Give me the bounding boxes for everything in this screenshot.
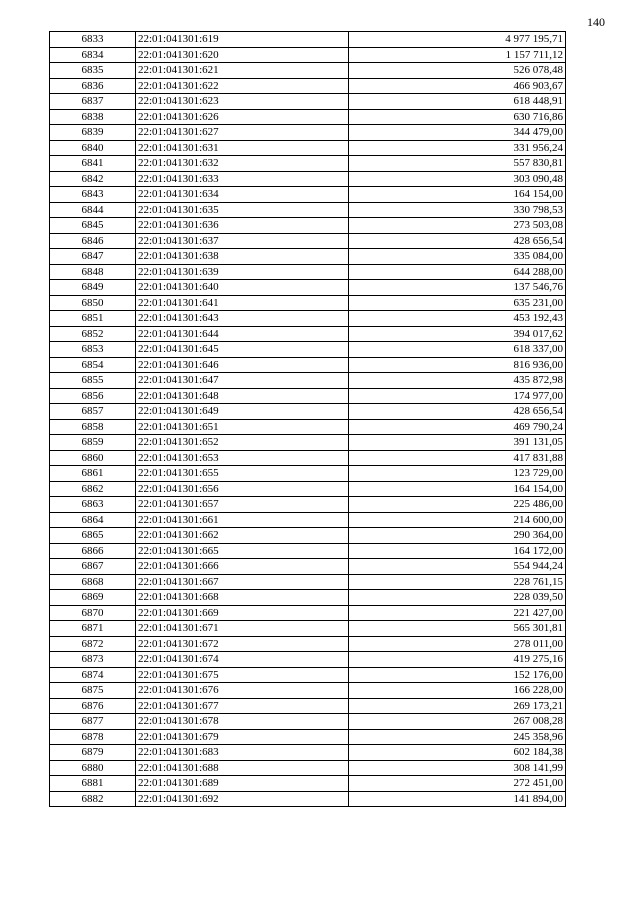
cadastral-number-cell: 22:01:041301:627	[136, 125, 349, 141]
cadastral-number-cell: 22:01:041301:640	[136, 280, 349, 296]
cadastral-value-cell: 453 192,43	[349, 311, 566, 327]
row-number-cell: 6871	[50, 621, 136, 637]
table-row	[50, 32, 566, 48]
cadastral-value-cell: 4 977 195,71	[349, 32, 566, 48]
row-number-cell: 6870	[50, 605, 136, 621]
cadastral-value-cell: 214 600,00	[349, 512, 566, 528]
cadastral-number-cell: 22:01:041301:679	[136, 729, 349, 745]
cadastral-number-cell: 22:01:041301:622	[136, 78, 349, 94]
row-number-cell: 6859	[50, 435, 136, 451]
cadastral-number-cell: 22:01:041301:645	[136, 342, 349, 358]
cadastral-number-cell: 22:01:041301:667	[136, 574, 349, 590]
row-number-cell: 6855	[50, 373, 136, 389]
cadastral-value-cell: 278 011,00	[349, 636, 566, 652]
cadastral-value-cell: 630 716,86	[349, 109, 566, 125]
cadastral-number-cell: 22:01:041301:662	[136, 528, 349, 544]
table-row	[50, 187, 566, 203]
cadastral-number-cell: 22:01:041301:648	[136, 388, 349, 404]
cadastral-value-cell: 417 831,88	[349, 450, 566, 466]
table-row	[50, 559, 566, 575]
cadastral-value-cell: 469 790,24	[349, 419, 566, 435]
row-number-cell: 6873	[50, 652, 136, 668]
row-number-cell: 6863	[50, 497, 136, 513]
cadastral-value-cell: 164 154,00	[349, 481, 566, 497]
table-row	[50, 590, 566, 606]
cadastral-number-cell: 22:01:041301:649	[136, 404, 349, 420]
row-number-cell: 6862	[50, 481, 136, 497]
cadastral-number-cell: 22:01:041301:653	[136, 450, 349, 466]
cadastral-number-cell: 22:01:041301:635	[136, 202, 349, 218]
cadastral-value-cell: 245 358,96	[349, 729, 566, 745]
cadastral-value-cell: 228 039,50	[349, 590, 566, 606]
row-number-cell: 6836	[50, 78, 136, 94]
cadastral-number-cell: 22:01:041301:671	[136, 621, 349, 637]
cadastral-number-cell: 22:01:041301:631	[136, 140, 349, 156]
cadastral-value-cell: 166 228,00	[349, 683, 566, 699]
cadastral-value-cell: 635 231,00	[349, 295, 566, 311]
cadastral-value-cell: 1 157 711,12	[349, 47, 566, 63]
cadastral-number-cell: 22:01:041301:638	[136, 249, 349, 265]
cadastral-number-cell: 22:01:041301:644	[136, 326, 349, 342]
row-number-cell: 6846	[50, 233, 136, 249]
table-row	[50, 481, 566, 497]
cadastral-value-cell: 141 894,00	[349, 791, 566, 807]
cadastral-value-cell: 221 427,00	[349, 605, 566, 621]
table-row	[50, 512, 566, 528]
table-row	[50, 280, 566, 296]
table-row	[50, 140, 566, 156]
cadastral-number-cell: 22:01:041301:637	[136, 233, 349, 249]
table-row	[50, 543, 566, 559]
table-row	[50, 791, 566, 807]
cadastral-value-cell: 644 288,00	[349, 264, 566, 280]
row-number-cell: 6857	[50, 404, 136, 420]
row-number-cell: 6872	[50, 636, 136, 652]
cadastral-number-cell: 22:01:041301:633	[136, 171, 349, 187]
row-number-cell: 6849	[50, 280, 136, 296]
cadastral-number-cell: 22:01:041301:619	[136, 32, 349, 48]
cadastral-value-cell: 816 936,00	[349, 357, 566, 373]
cadastral-value-cell: 123 729,00	[349, 466, 566, 482]
table-row	[50, 667, 566, 683]
cadastral-value-cell: 137 546,76	[349, 280, 566, 296]
table-row	[50, 419, 566, 435]
table-row	[50, 249, 566, 265]
cadastral-value-cell: 419 275,16	[349, 652, 566, 668]
cadastral-number-cell: 22:01:041301:652	[136, 435, 349, 451]
cadastral-value-cell: 557 830,81	[349, 156, 566, 172]
cadastral-value-cell: 618 337,00	[349, 342, 566, 358]
table-row	[50, 621, 566, 637]
table-row	[50, 373, 566, 389]
table-row	[50, 574, 566, 590]
cadastral-number-cell: 22:01:041301:643	[136, 311, 349, 327]
row-number-cell: 6880	[50, 760, 136, 776]
table-row	[50, 450, 566, 466]
row-number-cell: 6834	[50, 47, 136, 63]
cadastral-number-cell: 22:01:041301:676	[136, 683, 349, 699]
cadastral-number-cell: 22:01:041301:683	[136, 745, 349, 761]
row-number-cell: 6837	[50, 94, 136, 110]
cadastral-number-cell: 22:01:041301:669	[136, 605, 349, 621]
table-row	[50, 357, 566, 373]
cadastral-value-cell: 602 184,38	[349, 745, 566, 761]
cadastral-number-cell: 22:01:041301:668	[136, 590, 349, 606]
row-number-cell: 6856	[50, 388, 136, 404]
row-number-cell: 6835	[50, 63, 136, 79]
row-number-cell: 6840	[50, 140, 136, 156]
row-number-cell: 6850	[50, 295, 136, 311]
cadastral-number-cell: 22:01:041301:656	[136, 481, 349, 497]
table-row	[50, 528, 566, 544]
table-row	[50, 47, 566, 63]
row-number-cell: 6874	[50, 667, 136, 683]
cadastral-number-cell: 22:01:041301:639	[136, 264, 349, 280]
cadastral-value-table	[49, 31, 566, 807]
cadastral-value-cell: 565 301,81	[349, 621, 566, 637]
cadastral-number-cell: 22:01:041301:666	[136, 559, 349, 575]
cadastral-value-cell: 164 172,00	[349, 543, 566, 559]
cadastral-number-cell: 22:01:041301:655	[136, 466, 349, 482]
cadastral-value-cell: 435 872,98	[349, 373, 566, 389]
table-row	[50, 295, 566, 311]
row-number-cell: 6864	[50, 512, 136, 528]
cadastral-number-cell: 22:01:041301:626	[136, 109, 349, 125]
cadastral-number-cell: 22:01:041301:657	[136, 497, 349, 513]
cadastral-number-cell: 22:01:041301:692	[136, 791, 349, 807]
table-row	[50, 714, 566, 730]
row-number-cell: 6839	[50, 125, 136, 141]
table-row	[50, 497, 566, 513]
row-number-cell: 6876	[50, 698, 136, 714]
row-number-cell: 6841	[50, 156, 136, 172]
table-row	[50, 125, 566, 141]
table-row	[50, 94, 566, 110]
row-number-cell: 6867	[50, 559, 136, 575]
cadastral-number-cell: 22:01:041301:675	[136, 667, 349, 683]
table-row	[50, 636, 566, 652]
table-row	[50, 109, 566, 125]
cadastral-number-cell: 22:01:041301:661	[136, 512, 349, 528]
cadastral-value-cell: 428 656,54	[349, 233, 566, 249]
row-number-cell: 6878	[50, 729, 136, 745]
cadastral-value-cell: 164 154,00	[349, 187, 566, 203]
row-number-cell: 6860	[50, 450, 136, 466]
row-number-cell: 6848	[50, 264, 136, 280]
table-row	[50, 466, 566, 482]
row-number-cell: 6845	[50, 218, 136, 234]
table-row	[50, 745, 566, 761]
cadastral-number-cell: 22:01:041301:632	[136, 156, 349, 172]
cadastral-number-cell: 22:01:041301:689	[136, 776, 349, 792]
cadastral-number-cell: 22:01:041301:634	[136, 187, 349, 203]
row-number-cell: 6879	[50, 745, 136, 761]
cadastral-value-cell: 174 977,00	[349, 388, 566, 404]
row-number-cell: 6875	[50, 683, 136, 699]
table-row	[50, 311, 566, 327]
row-number-cell: 6877	[50, 714, 136, 730]
row-number-cell: 6858	[50, 419, 136, 435]
cadastral-number-cell: 22:01:041301:620	[136, 47, 349, 63]
cadastral-value-cell: 290 364,00	[349, 528, 566, 544]
row-number-cell: 6854	[50, 357, 136, 373]
cadastral-value-cell: 272 451,00	[349, 776, 566, 792]
table-row	[50, 404, 566, 420]
row-number-cell: 6843	[50, 187, 136, 203]
table-row	[50, 78, 566, 94]
row-number-cell: 6882	[50, 791, 136, 807]
cadastral-value-cell: 273 503,08	[349, 218, 566, 234]
table-row	[50, 776, 566, 792]
table-row	[50, 171, 566, 187]
row-number-cell: 6868	[50, 574, 136, 590]
cadastral-number-cell: 22:01:041301:641	[136, 295, 349, 311]
row-number-cell: 6852	[50, 326, 136, 342]
cadastral-number-cell: 22:01:041301:665	[136, 543, 349, 559]
row-number-cell: 6869	[50, 590, 136, 606]
row-number-cell: 6844	[50, 202, 136, 218]
cadastral-value-cell: 554 944,24	[349, 559, 566, 575]
cadastral-value-cell: 269 173,21	[349, 698, 566, 714]
cadastral-number-cell: 22:01:041301:636	[136, 218, 349, 234]
table-row	[50, 760, 566, 776]
row-number-cell: 6865	[50, 528, 136, 544]
cadastral-value-cell: 526 078,48	[349, 63, 566, 79]
table-row	[50, 342, 566, 358]
cadastral-value-cell: 394 017,62	[349, 326, 566, 342]
cadastral-number-cell: 22:01:041301:621	[136, 63, 349, 79]
page-number: 140	[587, 15, 605, 29]
table-row	[50, 202, 566, 218]
cadastral-number-cell: 22:01:041301:651	[136, 419, 349, 435]
cadastral-value-cell: 330 798,53	[349, 202, 566, 218]
table-row	[50, 388, 566, 404]
table-row	[50, 233, 566, 249]
table-row	[50, 156, 566, 172]
table-row	[50, 326, 566, 342]
cadastral-value-cell: 228 761,15	[349, 574, 566, 590]
row-number-cell: 6853	[50, 342, 136, 358]
table-row	[50, 605, 566, 621]
cadastral-number-cell: 22:01:041301:672	[136, 636, 349, 652]
row-number-cell: 6838	[50, 109, 136, 125]
cadastral-value-cell: 391 131,05	[349, 435, 566, 451]
table-row	[50, 264, 566, 280]
cadastral-number-cell: 22:01:041301:623	[136, 94, 349, 110]
table-row	[50, 698, 566, 714]
cadastral-value-cell: 225 486,00	[349, 497, 566, 513]
row-number-cell: 6861	[50, 466, 136, 482]
cadastral-number-cell: 22:01:041301:688	[136, 760, 349, 776]
row-number-cell: 6881	[50, 776, 136, 792]
row-number-cell: 6847	[50, 249, 136, 265]
row-number-cell: 6842	[50, 171, 136, 187]
row-number-cell: 6866	[50, 543, 136, 559]
cadastral-value-cell: 335 084,00	[349, 249, 566, 265]
cadastral-value-cell: 331 956,24	[349, 140, 566, 156]
cadastral-value-cell: 344 479,00	[349, 125, 566, 141]
table-row	[50, 683, 566, 699]
cadastral-value-cell: 466 903,67	[349, 78, 566, 94]
cadastral-value-cell: 152 176,00	[349, 667, 566, 683]
cadastral-number-cell: 22:01:041301:674	[136, 652, 349, 668]
cadastral-value-cell: 267 008,28	[349, 714, 566, 730]
cadastral-number-cell: 22:01:041301:647	[136, 373, 349, 389]
cadastral-value-cell: 618 448,91	[349, 94, 566, 110]
cadastral-value-cell: 308 141,99	[349, 760, 566, 776]
table-row	[50, 218, 566, 234]
table-row	[50, 63, 566, 79]
cadastral-number-cell: 22:01:041301:677	[136, 698, 349, 714]
table-row	[50, 652, 566, 668]
cadastral-value-cell: 428 656,54	[349, 404, 566, 420]
row-number-cell: 6833	[50, 32, 136, 48]
table-row	[50, 435, 566, 451]
cadastral-number-cell: 22:01:041301:646	[136, 357, 349, 373]
row-number-cell: 6851	[50, 311, 136, 327]
cadastral-number-cell: 22:01:041301:678	[136, 714, 349, 730]
cadastral-value-cell: 303 090,48	[349, 171, 566, 187]
table-row	[50, 729, 566, 745]
